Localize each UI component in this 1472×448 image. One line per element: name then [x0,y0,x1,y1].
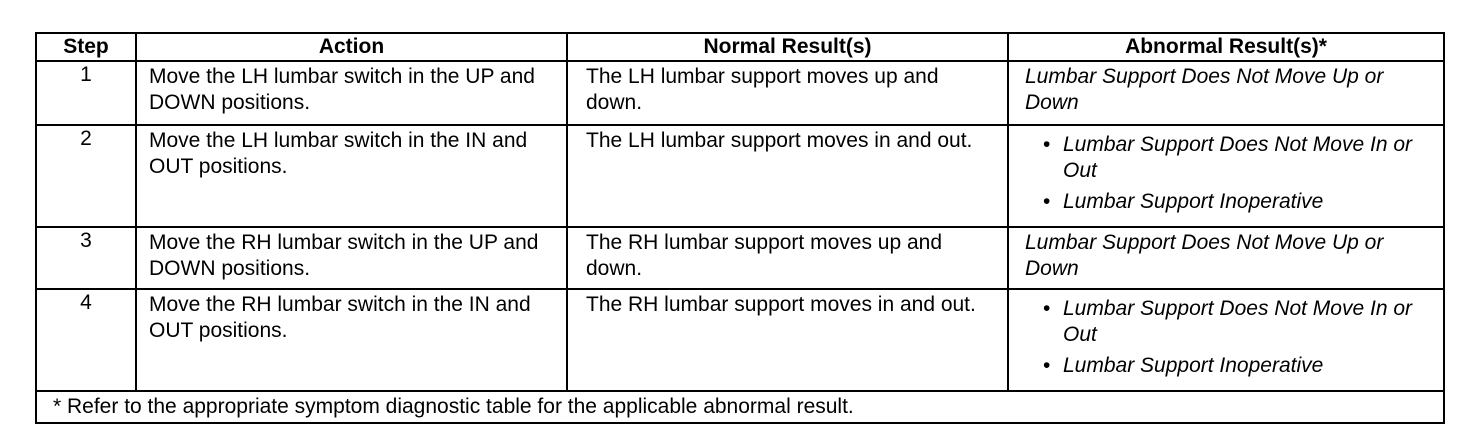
step-number: 1 [36,61,136,125]
table-row [36,61,1444,125]
action-cell: Move the LH lumbar switch in the IN and OUT positions. [136,125,567,227]
abnormal-result-link: Lumbar Support Inoperative [1063,190,1324,213]
header-action: Action [136,33,567,61]
table-row [36,227,1444,289]
abnormal-result-link: Lumbar Support Does Not Move In or Out [1063,297,1413,346]
diagnostic-table [35,32,1445,424]
header-step: Step [36,33,136,61]
step-number: 3 [36,227,136,289]
header-abnormal-results: Abnormal Result(s)* [1008,33,1444,61]
abnormal-result-cell [1008,125,1444,227]
normal-result-cell: The LH lumbar support moves in and out. [567,125,1008,227]
abnormal-result-item [1039,132,1435,184]
action-cell: Move the LH lumbar switch in the UP and DOWN positions. [136,61,567,125]
footnote-row [36,391,1444,423]
normal-result-cell: The LH lumbar support moves up and down. [567,61,1008,125]
abnormal-result-item [1039,353,1435,379]
normal-result-cell: The RH lumbar support moves up and down. [567,227,1008,289]
abnormal-result-item [1039,189,1435,215]
step-number: 4 [36,289,136,391]
table-footnote: * Refer to the appropriate symptom diagnostic table for the applicable abnormal result. [36,391,1444,423]
bullet-icon: • [1043,354,1051,377]
normal-result-cell: The RH lumbar support moves in and out. [567,289,1008,391]
abnormal-result-cell [1008,289,1444,391]
abnormal-result-cell: Lumbar Support Does Not Move Up or Down [1008,227,1444,289]
abnormal-result-link: Lumbar Support Inoperative [1063,354,1324,377]
action-cell: Move the RH lumbar switch in the IN and OUT positions. [136,289,567,391]
abnormal-result-cell: Lumbar Support Does Not Move Up or Down [1008,61,1444,125]
header-normal-results: Normal Result(s) [567,33,1008,61]
action-cell: Move the RH lumbar switch in the UP and DOWN positions. [136,227,567,289]
bullet-icon: • [1043,190,1051,213]
table-row [36,125,1444,227]
bullet-icon: • [1043,297,1051,320]
step-number: 2 [36,125,136,227]
bullet-icon: • [1043,133,1051,156]
table-row [36,289,1444,391]
table-header-row [36,33,1444,61]
abnormal-result-item [1039,296,1435,348]
abnormal-result-link: Lumbar Support Does Not Move In or Out [1063,133,1413,182]
